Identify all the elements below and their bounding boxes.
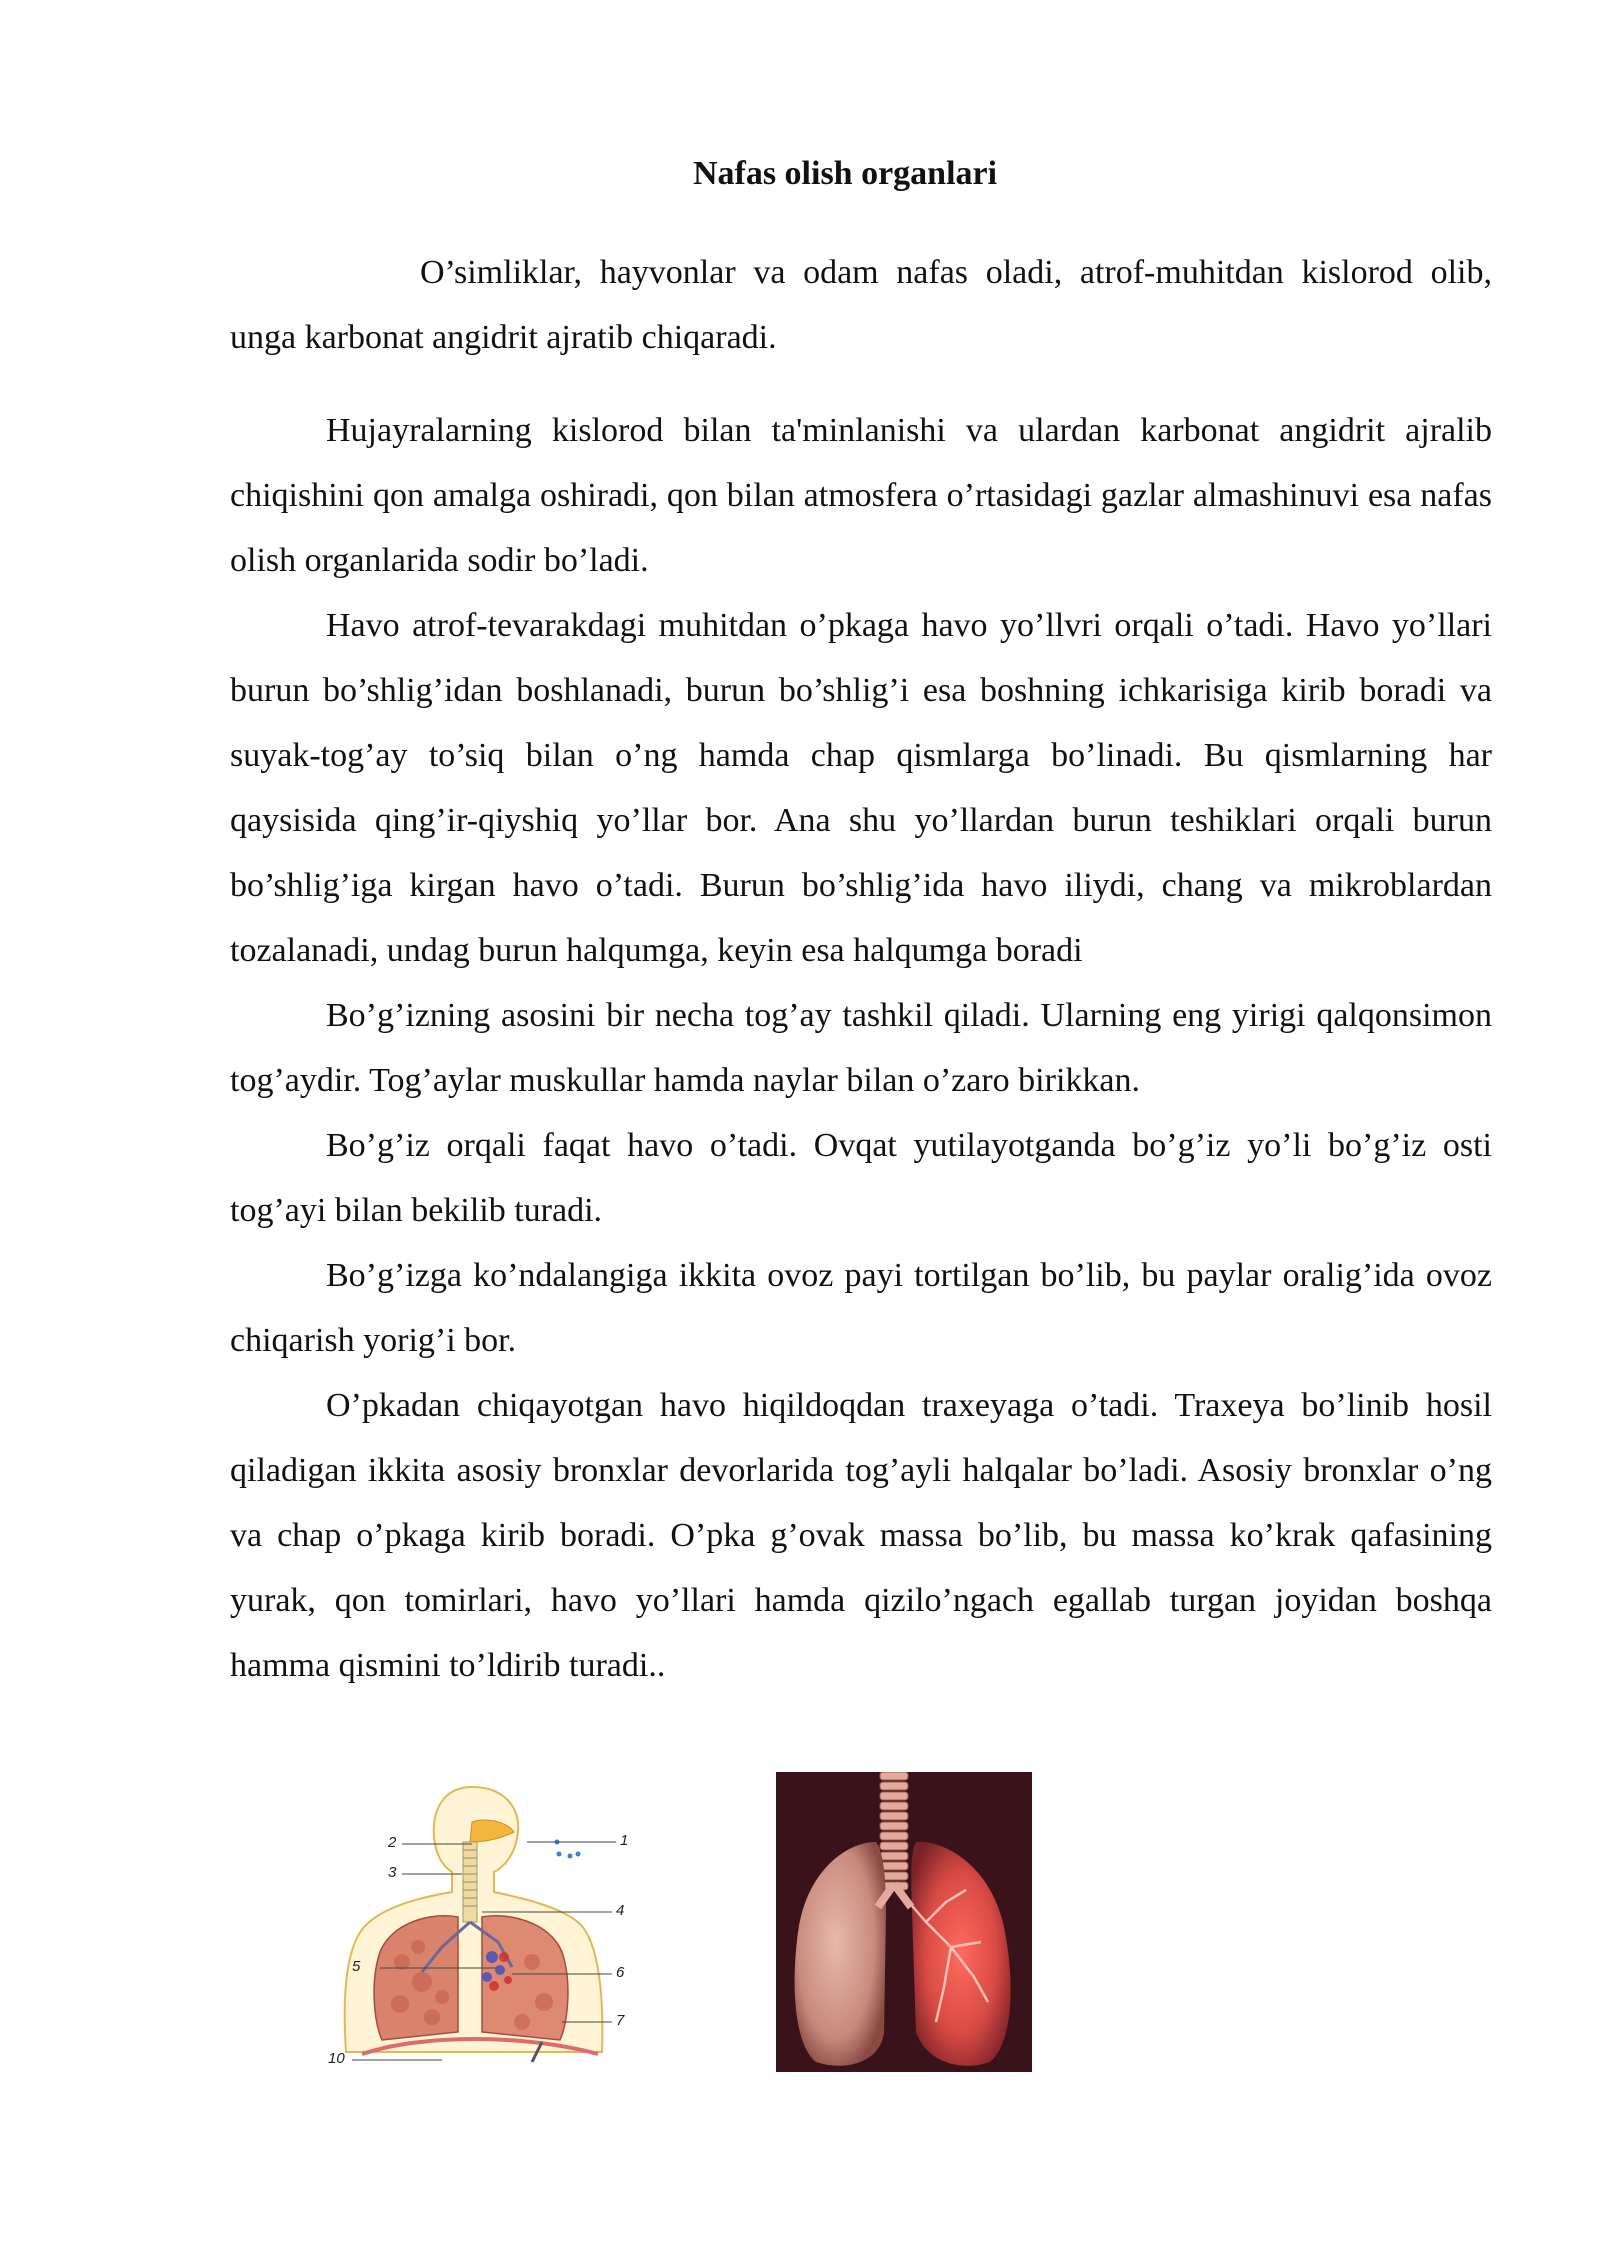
paragraph: Bo’g’iz orqali faqat havo o’tadi. Ovqat yutilayotganda bo’g’iz yo’li bo’g’iz osti tog’ayi bilan bekilib turadi. xyxy=(230,1127,1492,1229)
diagram-label: 5 xyxy=(352,1958,361,1975)
figures-row xyxy=(0,1772,1600,2072)
diagram-label: 10 xyxy=(328,2050,345,2067)
diagram-label: 1 xyxy=(620,1832,629,1849)
paragraph: Havo atrof-tevarakdagi muhitdan o’pkaga havo yo’llvri orqali o’tadi. Havo yo’llari burun bo’shlig’idan boshlanadi, burun bo’shlig’i esa boshning ichkarisiga kirib boradi va suyak-tog’ay to’siq bilan o’ng hamda chap qismlarga bo’linadi. Bu qismlarning har qaysisida qing’ir-qiyshiq yo’llar bor. Ana shu yo’llardan burun teshiklari orqali burun bo’shlig’iga kirgan havo o’tadi. Burun bo’shlig’ida havo iliydi, chang va mikroblardan tozalanadi, undag burun halqumga, keyin esa halqumga boradi xyxy=(230,607,1492,969)
paragraph: O’simliklar, hayvonlar va odam nafas oladi, atrof-muhitdan kislorod olib, unga karbonat angidrit ajratib chiqaradi. xyxy=(230,254,1492,356)
paragraph: Hujayralarning kislorod bilan ta'minlanishi va ulardan karbonat angidrit ajralib chiqishini qon amalga oshiradi, qon bilan atmosfera o’rtasidagi gazlar almashinuvi esa nafas olish organlarida sodir bo’ladi. xyxy=(230,412,1492,579)
respiratory-diagram-graphic xyxy=(322,1772,640,2072)
document-body xyxy=(230,240,1492,1698)
diagram-label: 3 xyxy=(388,1864,397,1881)
lungs-photo-graphic xyxy=(776,1772,1032,2072)
diagram-label: 7 xyxy=(616,2012,625,2029)
paragraph: O’pkadan chiqayotgan havo hiqildoqdan traxeyaga o’tadi. Traxeya bo’linib hosil qiladigan ikkita asosiy bronxlar devorlarida tog’ayli halqalar bo’ladi. Asosiy bronxlar o’ng va chap o’pkaga kirib boradi. O’pka g’ovak massa bo’lib, bu massa ko’krak qafasining yurak, qon tomirlari, havo yo’llari hamda qizilo’ngach egallab turgan joyidan boshqa hamma qismini to’ldirib turadi.. xyxy=(230,1387,1492,1684)
diagram-label: 6 xyxy=(616,1964,625,1981)
diagram-label: 2 xyxy=(388,1834,397,1851)
diagram-label: 4 xyxy=(616,1902,625,1919)
page-title: Nafas olish organlari xyxy=(692,155,998,192)
lungs-photo xyxy=(776,1772,1032,2072)
paragraph: Bo’g’izga ko’ndalangiga ikkita ovoz payi tortilgan bo’lib, bu paylar oralig’ida ovoz chiqarish yorig’i bor. xyxy=(230,1257,1492,1359)
paragraph: Bo’g’izning asosini bir necha tog’ay tashkil qiladi. Ularning eng yirigi qalqonsimon tog’aydir. Tog’aylar muskullar hamda naylar bilan o’zaro birikkan. xyxy=(230,997,1492,1099)
respiratory-system-diagram xyxy=(322,1772,640,2072)
